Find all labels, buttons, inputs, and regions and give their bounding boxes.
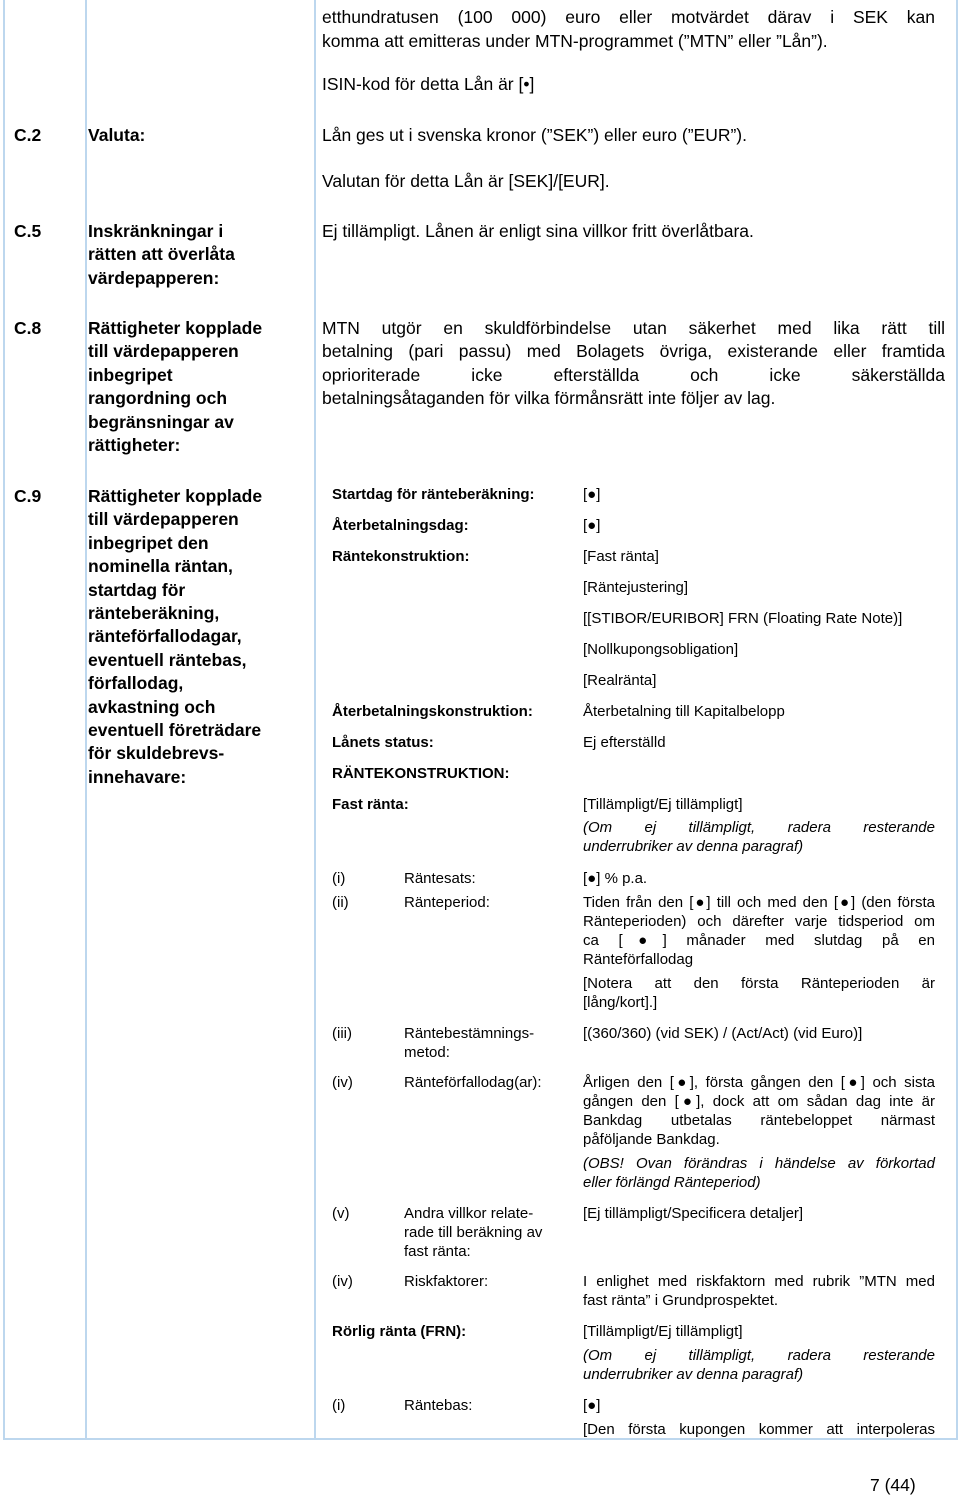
aterbetalningsdag-label: Återbetalningsdag: xyxy=(332,517,469,534)
rorlig-ranta-value: [Tillämpligt/Ej tillämpligt] xyxy=(583,1323,743,1340)
ranteperiod-note: [Notera att den första Ränteperioden är [lång/kort].] xyxy=(583,975,935,1011)
item-number: (iv) xyxy=(332,1074,353,1091)
rantebas-extra: [Den första kupongen kommer att interpoleras xyxy=(583,1421,935,1438)
ranteforfallodag-value: Årligen den [●], första gången den [●] och sista gången den [●], dock att om sådan dag inte är Bankdag utbetalas räntebeloppet närmast påföljande Bankdag. xyxy=(583,1074,935,1148)
c2-number: C.2 xyxy=(14,125,42,145)
fast-ranta-label: Fast ränta: xyxy=(332,796,409,813)
c1-isin: ISIN-kod för detta Lån är [•] xyxy=(322,74,535,94)
rantebestamningsmetod-label: Räntebestämnings- metod: xyxy=(404,1025,535,1061)
c5-number: C.5 xyxy=(14,221,42,241)
rantekonstruktion-heading: RÄNTEKONSTRUKTION: xyxy=(332,765,510,782)
startdag-value: [●] xyxy=(583,486,601,503)
item-number: (i) xyxy=(332,1397,346,1414)
ranteperiod-value: Tiden från den [●] till och med den [●] (den första Ränteperioden) och därefter varje tidsperiod om ca [●] månader med slutdag på en Ränteförfallodag xyxy=(583,894,935,968)
c2-text2: Valutan för detta Lån är [SEK]/[EUR]. xyxy=(322,171,610,191)
page-number: 7 (44) xyxy=(870,1475,916,1495)
lanets-status-value: Ej efterställd xyxy=(583,734,666,751)
rantebas-value: [●] xyxy=(583,1397,601,1414)
rorlig-ranta-label: Rörlig ränta (FRN): xyxy=(332,1323,467,1340)
c5-text: Ej tillämpligt. Lånen är enligt sina villkor fritt överlåtbara. xyxy=(322,221,754,241)
ranteforfallodag-note: (OBS! Ovan förändras i händelse av förkortad eller förlängd Ränteperiod) xyxy=(583,1155,935,1191)
c8-text: MTN utgör en skuldförbindelse utan säkerhet med lika rätt till betalning (pari passu) med Bolagets övriga, existerande eller framtida oprioriterade icke efterställda och icke säkerställda betalningsåtaganden för vilka förmånsrätt inte följer av lag. xyxy=(322,318,945,409)
riskfaktorer-label: Riskfaktorer: xyxy=(404,1273,489,1290)
fast-ranta-value: [Tillämpligt/Ej tillämpligt] xyxy=(583,796,743,813)
rorlig-ranta-note: (Om ej tillämpligt, radera resterande underrubriker av denna paragraf) xyxy=(583,1347,935,1383)
rantebestamningsmetod-value: [(360/360) (vid SEK) / (Act/Act) (vid Euro)] xyxy=(583,1025,863,1042)
rantesats-value: [●] % p.a. xyxy=(583,870,648,887)
item-number: (i) xyxy=(332,870,346,887)
ranteforfallodag-label: Ränteförfallodag(ar): xyxy=(404,1074,542,1091)
c2-label: Valuta: xyxy=(88,125,146,145)
aterbetalningskonstruktion-label: Återbetalningskonstruktion: xyxy=(332,703,533,720)
item-number: (iv) xyxy=(332,1273,353,1290)
startdag-label: Startdag för ränteberäkning: xyxy=(332,486,535,503)
c8-number: C.8 xyxy=(14,318,42,338)
fast-ranta-note: (Om ej tillämpligt, radera resterande underrubriker av denna paragraf) xyxy=(583,819,935,855)
andra-villkor-value: [Ej tillämpligt/Specificera detaljer] xyxy=(583,1205,804,1222)
c9-label: Rättigheter kopplade till värdepapperen inbegripet den nominella räntan, startdag för ränteberäkning, ränteförfallodagar, eventuell räntebas, förfallodag, avkastning och eventuell företrädare för skuldebrevs- innehavare: xyxy=(88,486,263,787)
c8-label: Rättigheter kopplade till värdepapperen inbegripet rangordning och begränsningar av rättigheter: xyxy=(88,318,263,456)
rantekonstruktion-label: Räntekonstruktion: xyxy=(332,548,470,565)
rantekonstruktion-options: [Fast ränta] [Räntejustering] [[STIBOR/EURIBOR] FRN (Floating Rate Note)] [Nollkupongsobligation] [Realränta] xyxy=(583,548,903,689)
rantebas-label: Räntebas: xyxy=(404,1397,473,1414)
rantesats-label: Räntesats: xyxy=(404,870,476,887)
c1-intro-line2: komma att emitteras under MTN-programmet (”MTN” eller ”Lån”). xyxy=(322,31,828,51)
c1-intro-line1: etthundratusen (100 000) euro eller motvärdet därav i SEK kan xyxy=(322,7,935,27)
item-number: (ii) xyxy=(332,894,349,911)
c5-label: Inskränkningar i rätten att överlåta värdepapperen: xyxy=(88,221,235,288)
c9-number: C.9 xyxy=(14,486,42,506)
c2-text: Lån ges ut i svenska kronor (”SEK”) eller euro (”EUR”). xyxy=(322,125,747,145)
ranteperiod-label: Ränteperiod: xyxy=(404,894,490,911)
lanets-status-label: Lånets status: xyxy=(332,734,434,751)
item-number: (iii) xyxy=(332,1025,352,1042)
item-number: (v) xyxy=(332,1205,350,1222)
aterbetalningskonstruktion-value: Återbetalning till Kapitalbelopp xyxy=(583,703,785,720)
aterbetalningsdag-value: [●] xyxy=(583,517,601,534)
column-divider xyxy=(85,0,87,1440)
andra-villkor-label: Andra villkor relate- rade till beräkning av fast ränta: xyxy=(404,1205,543,1260)
riskfaktorer-value: I enlighet med riskfaktorn med rubrik ”MTN med fast ränta” i Grundprospektet. xyxy=(583,1273,935,1309)
column-divider xyxy=(314,0,316,1440)
